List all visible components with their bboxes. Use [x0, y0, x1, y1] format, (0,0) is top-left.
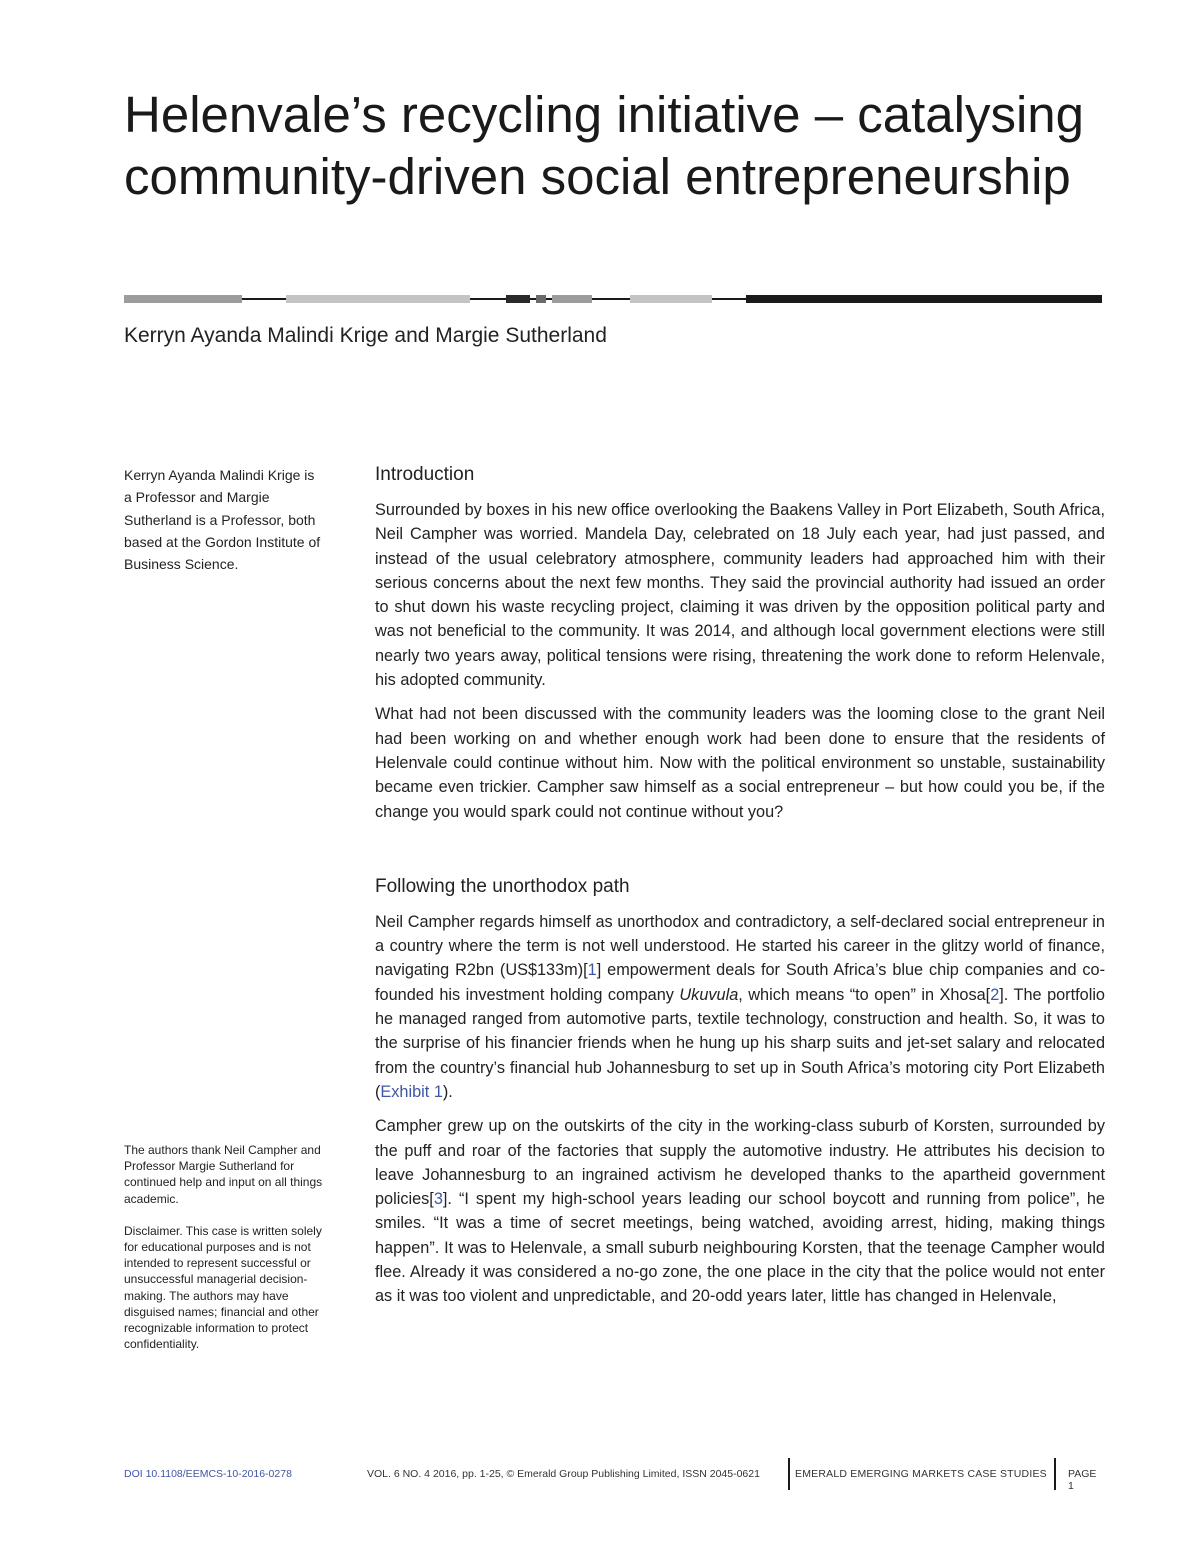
rule-segment: [536, 295, 546, 303]
reference-link-1[interactable]: 1: [587, 961, 597, 980]
author-names: Kerryn Ayanda Malindi Krige and Margie Sutherland: [124, 324, 607, 347]
rule-segment: [506, 295, 530, 303]
doi-link[interactable]: 10.1108/EEMCS-10-2016-0278: [145, 1468, 292, 1480]
rule-segment: [630, 295, 712, 303]
page-number: PAGE 1: [1068, 1468, 1097, 1492]
text-run: ).: [442, 1082, 453, 1101]
paragraph: [375, 910, 1105, 1104]
volume-info: VOL. 6 NO. 4 2016, pp. 1-25, © Emerald Group Publishing Limited, ISSN 2045-0621: [367, 1468, 760, 1480]
decorative-title-rule: [124, 294, 1102, 304]
footer-divider: [788, 1458, 790, 1490]
rule-segment: [286, 295, 470, 303]
article-title: Helenvale’s recycling initiative – catalysing community-driven social entrepreneurship: [124, 86, 1085, 205]
author-bio: Kerryn Ayanda Malindi Krige is a Professor and Margie Sutherland is a Professor, both based at the Gordon Institute of Business Science.: [124, 467, 321, 573]
rule-segment: [592, 298, 630, 300]
article-body: [375, 462, 1105, 1319]
doi-label: DOI: [124, 1468, 143, 1480]
paragraph: Surrounded by boxes in his new office overlooking the Baakens Valley in Port Elizabeth, South Africa, Neil Campher was worried. Mandela Day, celebrated on 18 July each year, had just passed, and instead of the usual celebratory atmosphere, community leaders had approached him with their serious concerns about the next few months. They said the provincial authority had issued an order to shut down his waste recycling project, claiming it was driven by the opposition political party and was not beneficial to the community. It was 2014, and although local government elections were still nearly two years away, political tensions were rising, threatening the work done to reform Helenvale, his adopted community.: [375, 501, 1105, 690]
disclaimer-note: Disclaimer. This case is written solely for educational purposes and is not intended to represent successful or unsuccessful managerial decision-making. The authors may have disguised names; financial and other recognizable information to protect confidentiality.: [124, 1223, 322, 1352]
reference-link-2[interactable]: 2: [990, 985, 1000, 1004]
journal-name: EMERALD EMERGING MARKETS CASE STUDIES: [795, 1468, 1047, 1480]
page-footer: [124, 1458, 1102, 1490]
exhibit-link[interactable]: Exhibit 1: [380, 1082, 443, 1101]
reference-link-3[interactable]: 3: [433, 1190, 443, 1209]
rule-segment: [712, 298, 746, 300]
text-run: Campher grew up on the outskirts of the city in the working-class suburb of Korsten, surrounded by the puff and roar of the factories that supply the automotive industry. He attributes his decision to leave Johannesburg to an ingrained activism he developed thanks to the apartheid government policies[: [375, 1117, 1105, 1209]
paragraph: What had not been discussed with the community leaders was the looming close to the grant Neil had been working on and whether enough work had been done to ensure that the residents of Helenvale could continue without him. Now with the political environment so unstable, sustainability became even trickier. Campher saw himself as a social entrepreneur – but how could you be, if the change you would spark could not continue without you?: [375, 705, 1105, 821]
footer-divider: [1054, 1458, 1056, 1490]
rule-segment: [552, 295, 592, 303]
rule-segment: [746, 295, 1102, 303]
paragraph: [375, 1114, 1105, 1308]
section-heading-introduction: Introduction: [375, 464, 475, 485]
rule-segment: [124, 295, 242, 303]
section-heading-unorthodox-path: Following the unorthodox path: [375, 875, 630, 897]
rule-segment: [470, 298, 506, 300]
text-run: , which means “to open” in Xhosa[: [738, 985, 991, 1004]
doi: [124, 1468, 292, 1480]
italic-term: Ukuvula: [679, 985, 739, 1004]
text-run: ]. “I spent my high-school years leading our school boycott and running from police”, he smiles. “It was a time of secret meetings, being watched, avoiding arrest, hiding, making things happen”. It was to Helenvale, a small suburb neighbouring Korsten, that the teenage Campher would flee. Already it was considered a no-go zone, the one place in the city that the police would not enter as it was too violent and unpredictable, and 20-odd years later, little has changed in Helenvale,: [375, 1190, 1105, 1306]
sidebar-notes: [124, 1142, 329, 1368]
text-run: ]. The portfolio he managed ranged from automotive parts, textile technology, construction and health. So, it was to the surprise of his financier friends when he hung up his sharp suits and jet-set salary and relocated from the country’s financial hub Johannesburg to set up in South Africa’s motoring city Port Elizabeth (: [375, 985, 1105, 1101]
rule-segment: [242, 298, 286, 300]
acknowledgement-note: The authors thank Neil Campher and Professor Margie Sutherland for continued help and input on all things academic.: [124, 1143, 323, 1206]
text-run: Neil Campher regards himself as unorthodox and contradictory, a self-declared social entrepreneur in a country where the term is not well understood. He started his career in the glitzy world of finance, navigating R2bn (US$133m)[: [375, 912, 1105, 980]
text-run: ] empowerment deals for South Africa’s blue chip companies and co-founded his investment holding company: [375, 961, 1105, 1004]
